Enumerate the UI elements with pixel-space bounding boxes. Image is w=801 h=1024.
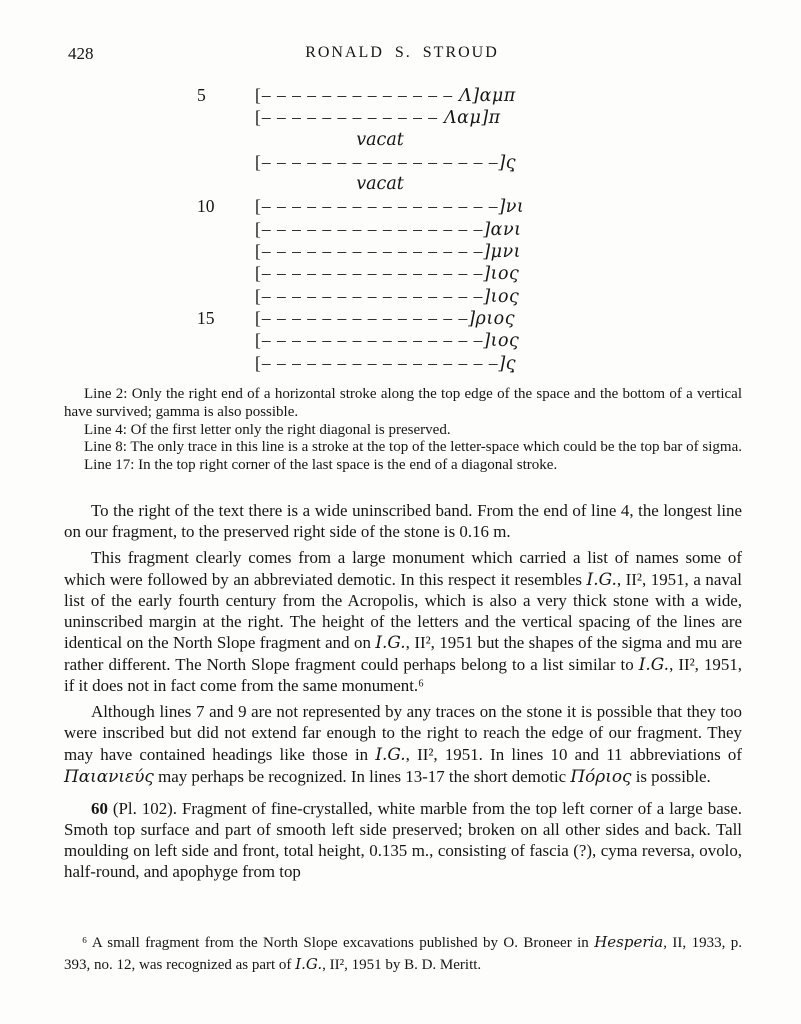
open-bracket: [ <box>255 307 262 328</box>
lost-letters-dashes: – – – – – – – – – – – – – – – <box>261 285 484 306</box>
inscription-line-row <box>197 195 524 217</box>
paragraph-lines-7-9: Although lines 7 and 9 are not represented by any traces on the stone it is possible that they too were inscribed but did not extend far enough to the right to reach the edge of our fragment. They may have contained headings like those in I.G., II², 1951. In lines 10 and 11 abbreviations of Παιανιεύς may perhaps be recognized. In lines 13-17 the short demotic Πόριος is possible. <box>64 702 742 786</box>
inscription-line-row <box>197 218 524 240</box>
note-line-8: Line 8: The only trace in this line is a stroke at the top of the letter-space which could be the top bar of sigma. <box>84 439 742 456</box>
inscription-line-row <box>197 106 524 128</box>
inscription-line-text <box>255 195 524 217</box>
running-head: RONALD S. STROUD <box>305 44 499 61</box>
inscription-line-number <box>197 285 231 307</box>
inscription-line-text <box>255 218 521 240</box>
footnote-6: ⁶ A small fragment from the North Slope excavations published by O. Broneer in Hesperia, II, 1933, p. 393, no. 12, was recognized as part of I.G., II², 1951 by B. D. Meritt. <box>64 933 742 973</box>
inscription-line-row <box>197 262 524 284</box>
note-line-17: Line 17: In the top right corner of the last space is the end of a diagonal stroke. <box>84 457 558 474</box>
preserved-letters: ]ιος <box>483 286 520 307</box>
inscription-line-row <box>197 352 524 374</box>
inscription-line-text <box>255 151 516 173</box>
lost-letters-dashes: – – – – – – – – – – – – – – – – <box>261 352 499 373</box>
inscription-vacat-row <box>197 173 524 195</box>
inscription-line-number: 5 <box>197 85 206 105</box>
open-bracket: [ <box>255 241 262 262</box>
footnote-block <box>64 932 742 975</box>
inscription-line-text <box>255 352 516 374</box>
open-bracket: [ <box>255 263 262 284</box>
inscription-line-number <box>197 218 231 240</box>
note-line-4: Line 4: Of the first letter only the right diagonal is preserved. <box>84 421 451 438</box>
inscription-line-number <box>197 262 231 284</box>
inscription-line-text <box>255 285 519 307</box>
lost-letters-dashes: – – – – – – – – – – – – – <box>261 85 454 105</box>
inscription-line-number <box>197 329 231 351</box>
preserved-letters: ]ιος <box>483 264 520 285</box>
inscription-line-row <box>197 240 524 262</box>
open-bracket: [ <box>255 218 262 239</box>
preserved-letters: Λ]αμπ <box>453 86 516 106</box>
lost-letters-dashes: – – – – – – – – – – – – – – <box>261 307 469 328</box>
preserved-letters: ]μνι <box>483 242 522 263</box>
open-bracket: [ <box>255 151 262 172</box>
lost-letters-dashes: – – – – – – – – – – – – <box>261 107 438 128</box>
open-bracket: [ <box>255 330 262 351</box>
inscription-block <box>197 84 524 374</box>
inscription-line-number: 10 <box>197 196 215 217</box>
paragraph-uninscribed-band: To the right of the text there is a wide uninscribed band. From the end of line 4, the longest line on our fragment, to the preserved right side of the stone is 0.16 m. <box>64 501 742 541</box>
preserved-letters: ]ριος <box>468 308 516 329</box>
inscription-line-text <box>255 329 519 351</box>
inscription-line-text <box>255 307 515 329</box>
inscription-line-row <box>197 84 524 106</box>
paragraph-monument: This fragment clearly comes from a large monument which carried a list of names some of which were followed by an abbreviated demotic. In this respect it resembles I.G., II², 1951, a naval list of the early fourth century from the Acropolis, which is also a very thick stone with a wide, uninscribed margin at the right. The height of the letters and the vertical spacing of the lines are identical on the North Slope fragment and on I.G., II², 1951 but the shapes of the sigma and mu are rather different. The North Slope fragment could perhaps belong to a list similar to I.G., II², 1951, if it does not in fact come from the same monument.⁶ <box>64 547 742 696</box>
lost-letters-dashes: – – – – – – – – – – – – – – – <box>261 263 484 284</box>
inscription-line-row <box>197 285 524 307</box>
preserved-letters: Λαμ]π <box>437 108 501 129</box>
preserved-letters: ]ς̣ <box>498 353 517 374</box>
commentary <box>64 501 742 887</box>
lost-letters-dashes: – – – – – – – – – – – – – – – <box>261 218 484 239</box>
preserved-letters: ]νι <box>498 197 525 218</box>
inscription-line-number <box>197 173 231 195</box>
inscription-line-text <box>255 262 519 284</box>
vacat-label: vacat <box>356 129 404 150</box>
inscription-line-text <box>255 84 516 106</box>
open-bracket: [ <box>255 85 262 105</box>
inscription-line-number <box>197 240 231 262</box>
paragraph-entry-60: 60 (Pl. 102). Fragment of fine-crystalled, white marble from the top left corner of a large base. Smoth top surface and part of smooth left side preserved; broken on all other sides and back. Tall moulding on left side and front, total height, 0.135 m., consisting of fascia (?), cyma reversa, ovolo, half-round, and apophyge from top <box>64 798 742 881</box>
open-bracket: [ <box>255 196 262 217</box>
inscription-line-text <box>255 106 501 128</box>
inscription-line-row <box>197 151 524 173</box>
inscription-line-row <box>197 307 524 329</box>
inscription-line-number <box>197 106 231 128</box>
page-number: 428 <box>68 44 94 63</box>
line-notes <box>64 386 742 475</box>
preserved-letters: ]ιος <box>483 331 520 352</box>
note-line-2: Line 2: Only the right end of a horizontal stroke along the top edge of the space and the bottom of a vertical have survived; gamma is also possible. <box>64 386 742 420</box>
inscription-line-number <box>197 151 231 173</box>
preserved-letters: ]ανι <box>483 219 522 240</box>
open-bracket: [ <box>255 352 262 373</box>
vacat-label: vacat <box>356 174 404 195</box>
open-bracket: [ <box>255 285 262 306</box>
lost-letters-dashes: – – – – – – – – – – – – – – – <box>261 330 484 351</box>
inscription-vacat-row <box>197 129 524 151</box>
inscription-line-text <box>255 240 521 262</box>
inscription-line-number <box>197 352 231 374</box>
lost-letters-dashes: – – – – – – – – – – – – – – – <box>261 241 484 262</box>
open-bracket: [ <box>255 107 262 128</box>
lost-letters-dashes: – – – – – – – – – – – – – – – – <box>261 196 499 217</box>
inscription-line-number <box>197 129 231 151</box>
inscription-line-row <box>197 329 524 351</box>
inscription-line-number: 15 <box>197 307 215 328</box>
preserved-letters: ]ς̣ <box>498 152 517 173</box>
lost-letters-dashes: – – – – – – – – – – – – – – – – <box>261 151 499 172</box>
